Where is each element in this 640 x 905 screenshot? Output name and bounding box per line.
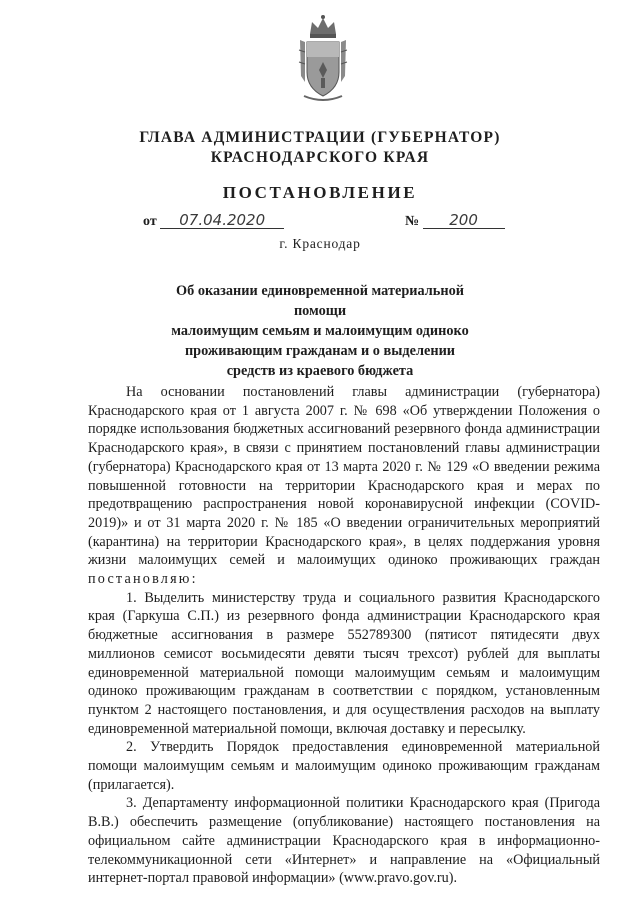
handwritten-number: 200 — [423, 212, 505, 229]
issuing-authority-line2: КРАСНОДАРСКОГО КРАЯ — [210, 149, 430, 166]
clause-paragraph-3: 3. Департаменту информационной политики Краснодарского края (Пригода В.В.) обеспечить размещение (опубликование) настоящего постановления на официальном сайте администрации Краснодарского края в информационно-телекоммуникационной сети «Интернет» и направление на «Официальный интернет-портал правовой информации» (www.pravo.gov.ru). — [88, 795, 600, 887]
city-line: г. Краснодар — [279, 236, 361, 251]
decree-word: постановляю: — [88, 571, 198, 588]
number-label: № — [405, 214, 420, 229]
date-label: от — [143, 214, 157, 229]
subject-line: средств из краевого бюджета — [226, 363, 414, 379]
document-subject — [150, 281, 490, 381]
subject-line: проживающим гражданам и о выделении — [184, 343, 456, 359]
number-field — [405, 212, 505, 230]
handwritten-date: 07.04.2020 — [160, 212, 284, 229]
krasnodar-krai-coat-of-arms-icon — [296, 12, 350, 102]
clause-paragraph-1: 1. Выделить министерству труда и социального развития Краснодарского края (Гаркуша С.П.) из резервного фонда администрации Краснодарского края бюджетные ассигнования в размере 552789300 (пятисот пятидесяти двух миллионов семисот восьмидесяти девяти тысяч трехсот) рублей для выплаты единовременной материальной помощи малоимущим семьям и малоимущим одиноко проживающим гражданам в соответствии с порядком, установленным пунктом 2 настоящего постановления, и для осуществления расходов на выплату единовременной материальной помощи, включая доставку и пересылку. — [88, 589, 600, 737]
document-body — [88, 383, 600, 888]
document-type-title: ПОСТАНОВЛЕНИЕ — [222, 183, 418, 202]
clause-paragraph-2: 2. Утвердить Порядок предоставления единовременной материальной помощи малоимущим семьям и малоимущим одиноко проживающим гражданам (прилагается). — [88, 739, 600, 793]
issuing-authority-line1: ГЛАВА АДМИНИСТРАЦИИ (ГУБЕРНАТОР) — [139, 129, 501, 146]
subject-line: Об оказании единовременной материальной помощи — [176, 283, 464, 319]
subject-line: малоимущим семьям и малоимущим одиноко — [171, 323, 469, 339]
date-field — [143, 212, 284, 230]
preamble-paragraph — [88, 383, 600, 589]
preamble-text: На основании постановлений главы администрации (губернатора) Краснодарского края от 1 августа 2007 г. № 698 «Об утверждении Положения о порядке использования бюджетных ассигнований резервного фонда администрации Краснодарского края», в связи с принятием постановлений главы администрации (губернатора) Краснодарского края от 13 марта 2020 г. № 129 «О введении режима повышенной готовности на территории Краснодарского края и мерах по предотвращению распространения новой коронавирусной инфекции (COVID-2019)» и от 31 марта 2020 г. № 185 «О введении ограничительных мероприятий (карантина) на территории Краснодарского края», в целях поддержания уровня жизни малоимущих семей и малоимущих одиноко проживающих граждан — [88, 384, 600, 569]
